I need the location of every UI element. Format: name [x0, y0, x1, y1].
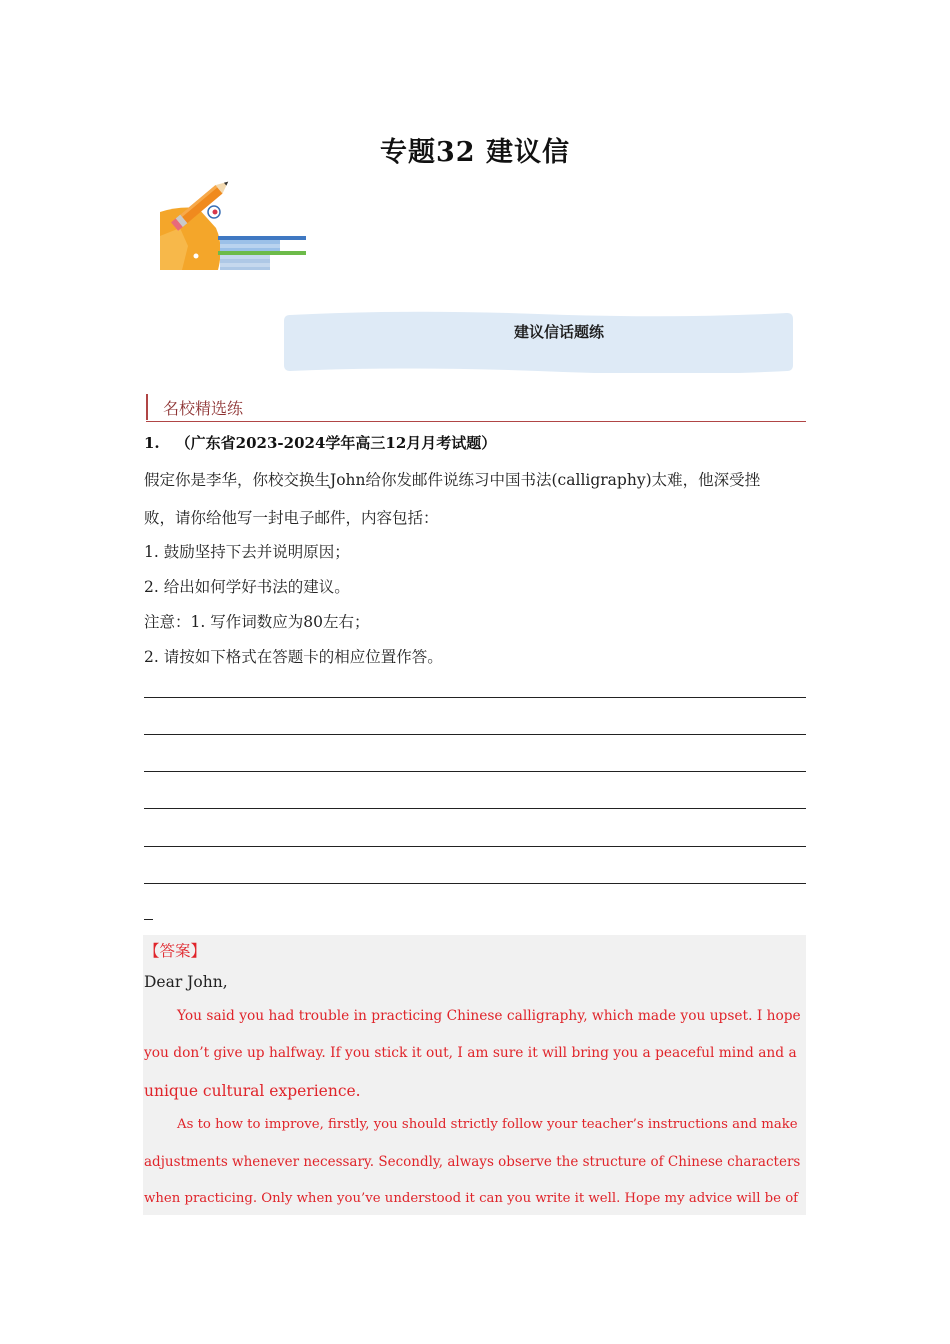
- question-source: （广东省2023-2024学年高三12月月考试题）: [175, 434, 497, 452]
- answer-line: As to how to improve, firstly, you should strictly follow your teacher’s instructions and make: [177, 1117, 798, 1132]
- section-header: [146, 392, 806, 422]
- answer-writing-line: [144, 808, 806, 809]
- section-accent-bar: [146, 394, 148, 420]
- answer-writing-line: [144, 883, 806, 884]
- prompt-line: 2. 给出如何学好书法的建议。: [144, 578, 350, 596]
- prompt-line: 假定你是李华，你校交换生John给你发邮件说练习中国书法(calligraphy)太难，他深受挫: [144, 471, 761, 489]
- section-label: 名校精选练: [163, 399, 244, 418]
- answer-writing-line: [144, 734, 806, 735]
- question-number: 1.: [144, 434, 160, 452]
- pencil-books-illustration: [158, 176, 308, 272]
- question-heading: [144, 432, 496, 453]
- prompt-line: 注意：1. 写作词数应为80左右；: [144, 613, 370, 631]
- prompt-line: 2. 请按如下格式在答题卡的相应位置作答。: [144, 648, 443, 666]
- answer-writing-line: [144, 697, 806, 698]
- answer-line: adjustments whenever necessary. Secondly, always observe the structure of Chinese characters: [144, 1154, 801, 1170]
- prompt-line: 1. 鼓励坚持下去并说明原因；: [144, 543, 350, 561]
- answer-tag: 【答案】: [144, 942, 207, 960]
- answer-writing-line: [144, 846, 806, 847]
- answer-line: You said you had trouble in practicing Chinese calligraphy, which made you upset. I hope: [177, 1008, 801, 1024]
- answer-writing-line-end: [144, 919, 153, 920]
- answer-line: unique cultural experience.: [144, 1082, 361, 1100]
- answer-box: [143, 935, 806, 1215]
- answer-greeting: Dear John,: [144, 973, 228, 991]
- banner-title: 建议信话题练: [513, 323, 604, 341]
- prompt-line: 败，请你给他写一封电子邮件，内容包括：: [144, 509, 439, 527]
- answer-line: when practicing. Only when you’ve understood it can you write it well. Hope my advice will be of: [144, 1191, 799, 1206]
- page-title: 专题32 建议信: [380, 137, 570, 168]
- answer-line: you don’t give up halfway. If you stick it out, I am sure it will bring you a peaceful mind and a: [144, 1045, 797, 1061]
- answer-writing-line: [144, 771, 806, 772]
